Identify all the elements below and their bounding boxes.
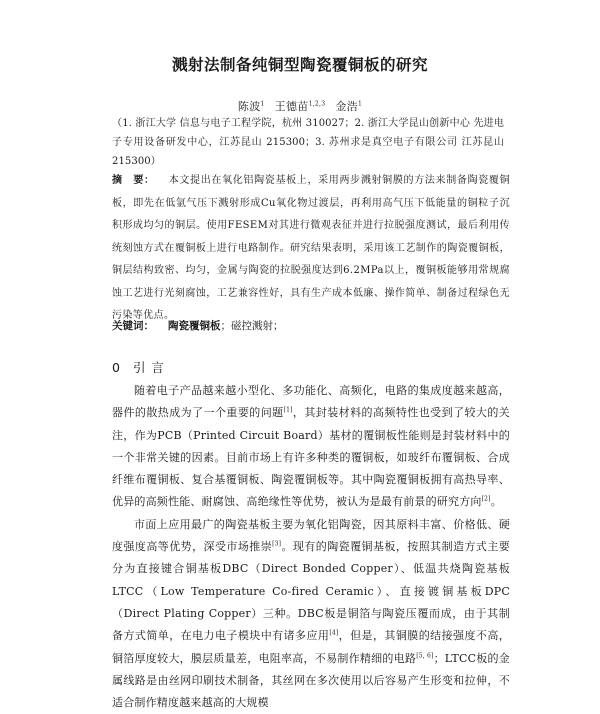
paragraph-text: ，但是，其铜膜的结接强度不高，铜箔厚度较大，膜层质量差，电阻率高，不易制作精细的电路	[112, 629, 510, 665]
paragraph-text: 。现有的陶瓷覆铜基板，按照其制造方式主要分为直接键合铜基板DBC（Direct Bonded Copper）、低温共烧陶瓷基板LTCC（Low Temperature Co-fired Ceramic）、直接镀铜基板DPC（Direct Plating Copper）三种。DBC板是铜箔与陶瓷压覆而成，由于其制备方式简单，在电力电子模块中有诸多应用	[112, 540, 510, 643]
citation-mark: [4]	[329, 629, 339, 637]
affiliation: （1. 浙江大学 信息与电子工程学院，杭州 310027；2. 浙江大学昆山创新中心 先进电子专用设备研发中心，江苏昆山 215300；3. 苏州求是真空电子有限公司 江苏昆山 215300）	[112, 118, 504, 167]
body-paragraph	[112, 514, 510, 714]
author-name: 王德苗	[274, 100, 309, 113]
citation-mark: [2]	[481, 495, 491, 503]
keywords	[112, 318, 510, 334]
author-affiliation-mark: 1	[260, 100, 265, 108]
paper-title: 溅射法制备纯铜型陶瓷覆铜板的研究	[171, 56, 428, 74]
body-text	[112, 380, 510, 714]
author-affiliation-mark: 1	[357, 100, 363, 108]
body-paragraph	[112, 380, 510, 514]
keyword-primary: 陶瓷覆铜板	[168, 320, 221, 332]
citation-mark: [1]	[283, 406, 293, 414]
paragraph-text: 。	[490, 495, 502, 509]
author-line	[0, 98, 600, 114]
paragraph-text: 随着电子产品越来越小型化、多功能化、高频化，电路的集成度越来越高，器件的散热成为了一个重要的问题	[112, 384, 510, 420]
author-name: 金浩	[335, 100, 358, 113]
citation-mark: [5, 6]	[416, 651, 434, 659]
section-number: 0	[112, 360, 121, 375]
abstract-label: 摘 要：	[112, 175, 155, 186]
paragraph-text: ，其封装材料的高频特性也受到了较大的关注，作为PCB（Printed Circuit Board）基材的覆铜板性能则是封装材料中的一个非常关键的因素。目前市场上有许多种类的覆铜板，如玻纤布覆铜板、合成纤维布覆铜板、复合基覆铜板、陶瓷覆铜板等。其中陶瓷覆铜板拥有高热导率、优异的高频性能、耐腐蚀、高绝缘性等优势，被认为是最有前景的研究方向	[112, 406, 510, 509]
keyword-rest: ；磁控溅射；	[220, 320, 284, 332]
citation-mark: [3]	[272, 540, 282, 548]
abstract	[112, 170, 510, 328]
section-heading	[112, 358, 165, 376]
author-affiliation-mark: 1,2,3	[308, 100, 326, 108]
section-title: 引 言	[132, 360, 165, 375]
keywords-label: 关键词：	[112, 320, 154, 332]
paragraph-text: 市面上应用最广的陶瓷基板主要为氧化铝陶瓷，因其原料丰富、价格低、硬度强度高等优势，深受市场推崇	[112, 517, 510, 554]
abstract-text: 本文提出在氧化铝陶瓷基板上，采用两步溅射铜膜的方法来制备陶瓷覆铜板，即先在低氩气压下溅射形成Cu氧化物过渡层，再利用高气压下低能量的铜粒子沉积形成均匀的铜层。使用FESEM对其进行微观表征并进行拉脱强度测试，最后利用传统刻蚀方式在覆铜板上进行电路制作。研究结果表明，采用该工艺制作的陶瓷覆铜板，铜层结构致密、均匀，金属与陶瓷的拉脱强度达到6.2MPa以上，覆铜板能够用常规腐蚀工艺进行光刻腐蚀，工艺兼容性好，具有生产成本低廉、操作简单、制备过程绿色无污染等优点。	[112, 175, 510, 321]
author-name: 陈波	[237, 100, 261, 113]
paragraph-text: ；LTCC板的金属线路是由丝网印刷技术制备，其丝网在多次使用以后容易产生形变和拉伸，不适合制作精度越来越高的大规模	[112, 651, 510, 710]
